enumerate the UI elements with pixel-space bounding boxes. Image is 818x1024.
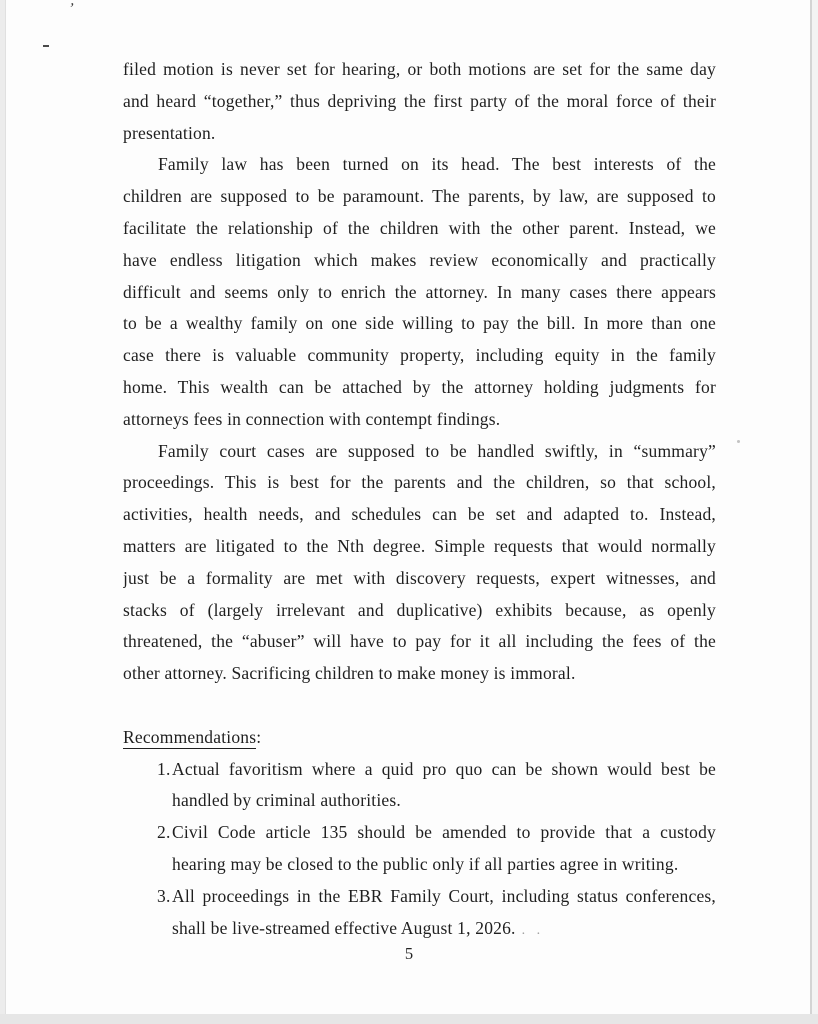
recommendation-item [123, 817, 716, 881]
scan-artifact-dot [737, 440, 740, 443]
page-number: 5 [404, 944, 414, 963]
text-line: Civil Code article 135 should be amended to provide that a custody [172, 822, 716, 843]
scan-edge-bottom [0, 1014, 818, 1024]
text-line: children are supposed to be paramount. The parents, by law, are supposed to [123, 186, 716, 207]
paragraph [123, 149, 716, 435]
text-line: All proceedings in the EBR Family Court, including status conferences, [172, 885, 716, 906]
text-line: filed motion is never set for hearing, or both motions are set for the same day [123, 59, 716, 79]
scan-edge-left [0, 0, 6, 1024]
recommendation-item [123, 881, 716, 945]
scan-edge-right [812, 0, 818, 1024]
text-line: facilitate the relationship of the children with the other parent. Instead, we [123, 217, 716, 238]
recommendation-number: 3. [157, 885, 171, 906]
text-line: attorneys fees in connection with contempt findings. [123, 408, 501, 429]
recommendation-item [123, 754, 716, 818]
text-line: activities, health needs, and schedules can be set and adapted to. Instead, [123, 504, 716, 525]
text-line: just be a formality are met with discovery requests, expert witnesses, and [123, 567, 716, 588]
paragraph [123, 54, 716, 149]
text-line: handled by criminal authorities. [172, 790, 401, 811]
text-line: to be a wealthy family on one side willing to pay the bill. In more than one [123, 313, 716, 334]
text-line: difficult and seems only to enrich the attorney. In many cases there appears [123, 281, 716, 302]
scan-artifact-dash [43, 45, 49, 47]
scan-artifact-apostrophe: ’ [67, 0, 76, 18]
text-line: matters are litigated to the Nth degree. Simple requests that would normally [123, 535, 716, 556]
text-line: case there is valuable community property, including equity in the family [123, 345, 716, 366]
text-line: Family law has been turned on its head. The best interests of the [158, 154, 716, 175]
text-line: presentation. [123, 122, 216, 143]
text-line: Actual favoritism where a quid pro quo can be shown would best be [172, 758, 716, 779]
recommendations-heading-colon: : [256, 726, 262, 747]
recommendation-number: 1. [157, 758, 171, 779]
scan-artifact-dots: . . [521, 922, 545, 938]
text-line: other attorney. Sacrificing children to make money is immoral. [123, 663, 576, 684]
text-line: have endless litigation which makes review economically and practically [123, 249, 716, 270]
text-line: home. This wealth can be attached by the attorney holding judgments for [123, 376, 716, 397]
text-line: Family court cases are supposed to be handled swiftly, in “summary” [158, 440, 716, 461]
text-line: stacks of (largely irrelevant and duplicative) exhibits because, as openly [123, 599, 716, 620]
text-line: and heard “together,” thus depriving the first party of the moral force of their [123, 90, 716, 111]
text-line: proceedings. This is best for the parents and the children, so that school, [123, 472, 716, 493]
paragraph [123, 436, 716, 690]
recommendation-number: 2. [157, 822, 171, 843]
recommendations-heading [123, 722, 716, 754]
text-line: threatened, the “abuser” will have to pay for it all including the fees of the [123, 631, 716, 652]
recommendations-heading-text: Recommendations [123, 726, 257, 747]
text-line: shall be live-streamed effective August 1, 2026. . . [172, 917, 545, 938]
text-line: hearing may be closed to the public only if all parties agree in writing. [172, 853, 679, 874]
document-body-text [123, 54, 716, 944]
